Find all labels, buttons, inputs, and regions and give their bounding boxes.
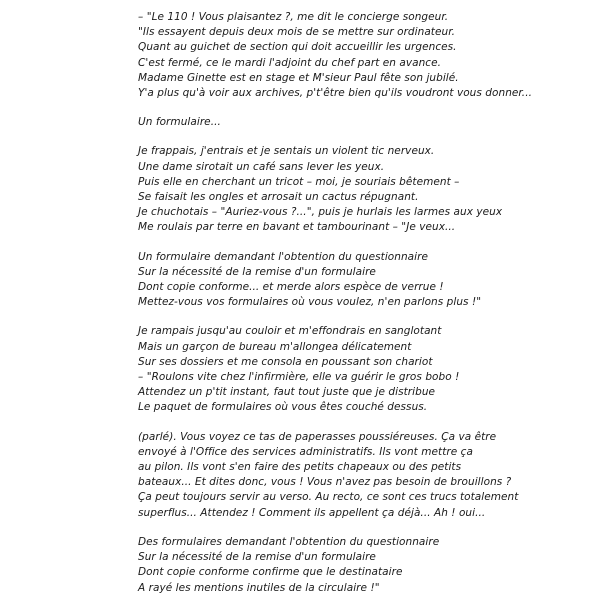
stanza — [138, 324, 570, 415]
poem-line: Attendez un p'tit instant, faut tout juste que je distribue — [138, 386, 436, 399]
poem-line: A rayé les mentions inutiles de la circulaire !" — [138, 581, 380, 594]
poem-line: Le paquet de formulaires où vous êtes couché dessus. — [138, 401, 428, 414]
poem-line: Des formulaires demandant l'obtention du questionnaire — [138, 535, 440, 548]
poem-line: Dont copie conforme confirme que le destinataire — [138, 566, 403, 579]
stanza — [138, 430, 570, 521]
stanza — [138, 144, 570, 235]
poem-line: (parlé). Vous voyez ce tas de paperasses poussiéreuses. Ça va être — [138, 430, 497, 443]
stanza — [138, 535, 570, 596]
poem-line: Je rampais jusqu'au couloir et m'effondrais en sanglotant — [138, 325, 442, 338]
poem-line: Dont copie conforme... et merde alors espèce de verrue ! — [138, 281, 444, 294]
poem-line: "Ils essayent depuis deux mois de se mettre sur ordinateur. — [138, 26, 455, 39]
poem-line: Un formulaire demandant l'obtention du questionnaire — [138, 250, 429, 263]
poem-line: – "Roulons vite chez l'infirmière, elle va guérir le gros bobo ! — [138, 371, 460, 384]
poem-line: Sur ses dossiers et me consola en poussant son chariot — [138, 355, 433, 368]
poem-line: Je frappais, j'entrais et je sentais un violent tic nerveux. — [138, 145, 435, 158]
poem-line: Sur la nécessité de la remise d'un formulaire — [138, 551, 376, 564]
poem-line: au pilon. Ils vont s'en faire des petits chapeaux ou des petits — [138, 461, 462, 474]
stanza — [138, 250, 570, 311]
poem-line: Ça peut toujours servir au verso. Au recto, ce sont ces trucs totalement — [138, 491, 519, 504]
poem-line: superflus... Attendez ! Comment ils appellent ça déjà... Ah ! oui... — [138, 506, 486, 519]
stanza — [138, 10, 570, 101]
poem-body — [138, 10, 570, 596]
poem-line: Je chuchotais – "Auriez-vous ?...", puis je hurlais les larmes aux yeux — [138, 206, 503, 219]
poem-line: – "Le 110 ! Vous plaisantez ?, me dit le concierge songeur. — [138, 11, 449, 23]
poem-line: Madame Ginette est en stage et M'sieur Paul fête son jubilé. — [138, 71, 459, 84]
poem-line: Sur la nécessité de la remise d'un formulaire — [138, 265, 376, 278]
stanza — [138, 115, 570, 130]
poem-line: C'est fermé, ce le mardi l'adjoint du chef part en avance. — [138, 56, 442, 69]
poem-line: Se faisait les ongles et arrosait un cactus répugnant. — [138, 191, 419, 204]
poem-line: Une dame sirotait un café sans lever les yeux. — [138, 160, 385, 173]
poem-line: bateaux... Et dites donc, vous ! Vous n'avez pas besoin de brouillons ? — [138, 476, 512, 489]
poem-line: envoyé à l'Office des services administratifs. Ils vont mettre ça — [138, 445, 473, 458]
poem-line: Mais un garçon de bureau m'allongea délicatement — [138, 340, 412, 353]
poem-line: Un formulaire... — [138, 116, 221, 129]
poem-line: Mettez-vous vos formulaires où vous voulez, n'en parlons plus !" — [138, 296, 482, 309]
poem-line: Puis elle en cherchant un tricot – moi, je souriais bêtement – — [138, 175, 460, 188]
poem-line: Me roulais par terre en bavant et tambourinant – "Je veux... — [138, 221, 456, 234]
poem-line: Y'a plus qu'à voir aux archives, p't'être bien qu'ils voudront vous donner... — [138, 87, 532, 100]
poem-line: Quant au guichet de section qui doit accueillir les urgences. — [138, 41, 457, 54]
